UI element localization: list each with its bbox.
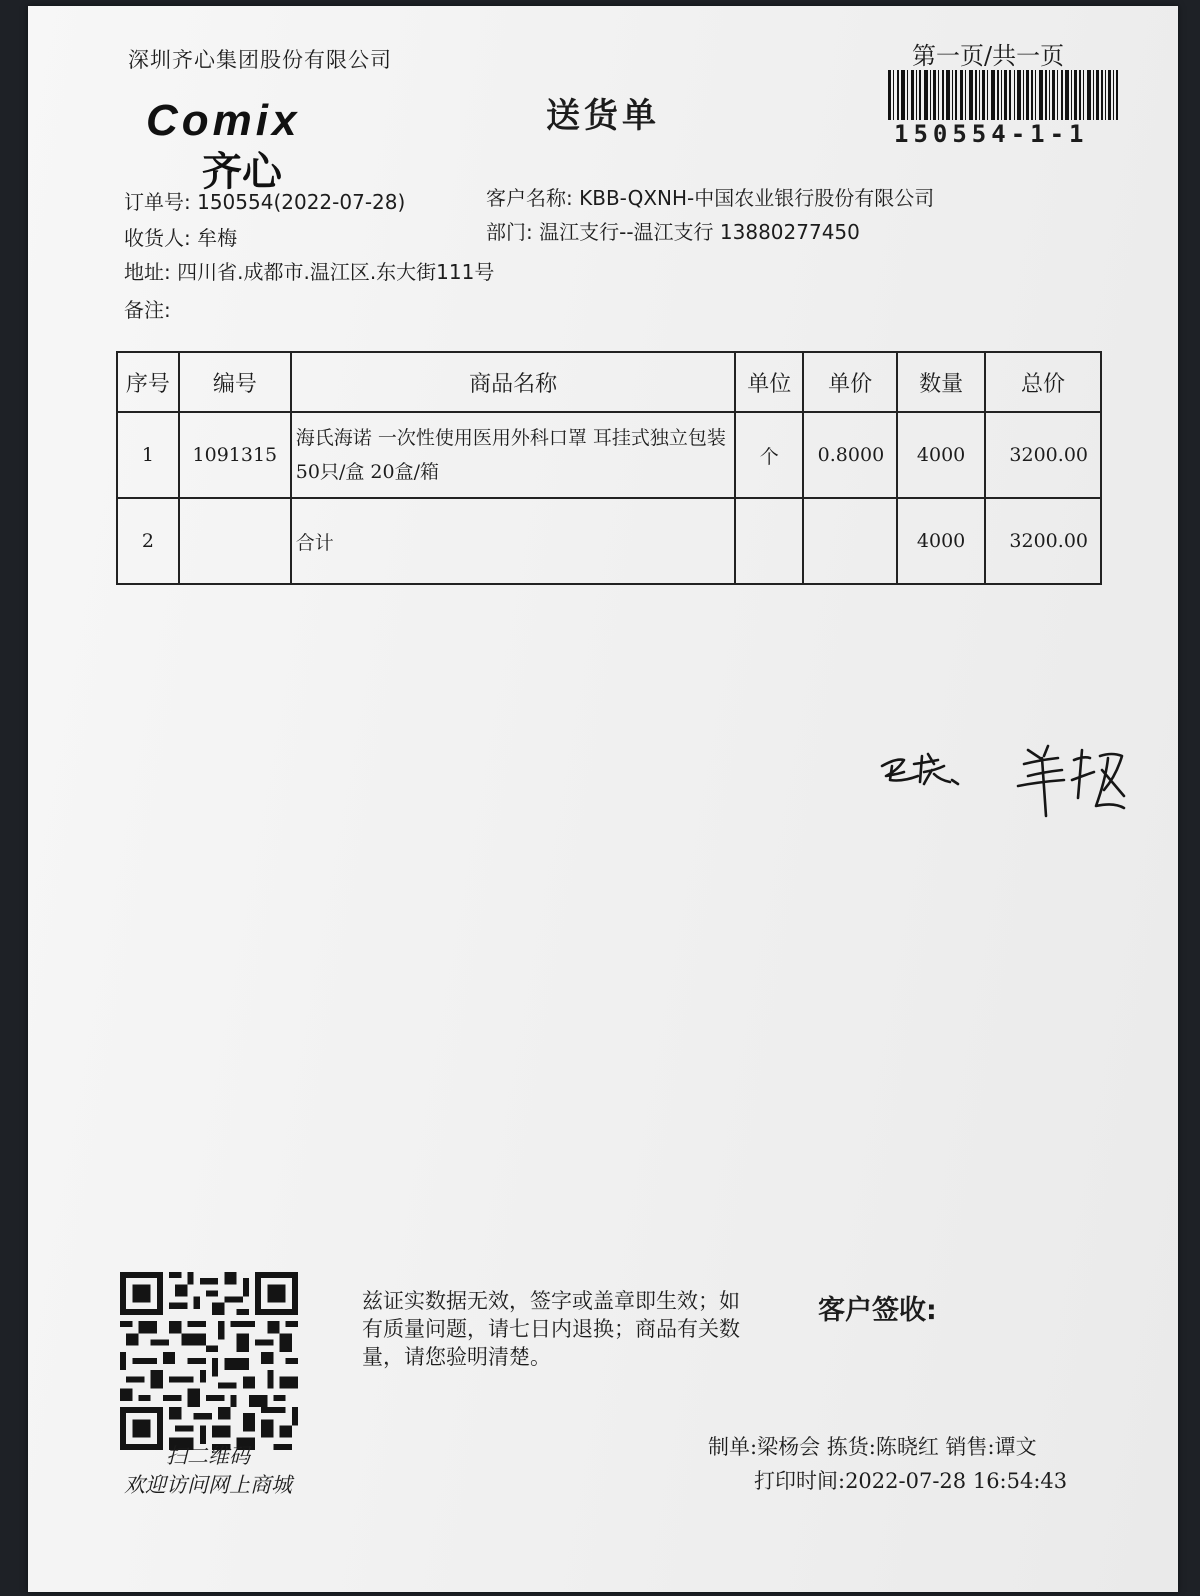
company-name: 深圳齐心集团股份有限公司: [128, 48, 392, 72]
delivery-note-paper: [28, 6, 1178, 1592]
receiver-line: [124, 222, 237, 251]
address-value: 四川省.成都市.温江区.东大街111号: [177, 260, 495, 284]
table-row: [117, 412, 1101, 498]
staff-line: 制单:梁杨会 拣货:陈晓红 销售:谭文: [708, 1435, 1041, 1459]
logo-chinese: 齐心: [202, 149, 282, 195]
print-time: 打印时间:2022-07-28 16:54:43: [754, 1469, 1068, 1493]
goods-table: [116, 351, 1102, 585]
comix-logo: [146, 96, 300, 197]
header-code: 编号: [179, 352, 291, 412]
cell-product-name: 海氏海诺 一次性使用医用外科口罩 耳挂式独立包装 50只/盒 20盒/箱: [291, 412, 736, 498]
cell-total: 3200.00: [985, 412, 1101, 498]
qr-caption-line-2: 欢迎访问网上商城: [124, 1473, 292, 1497]
logo-english: Comix: [146, 96, 301, 145]
cell-unit-price: [803, 498, 897, 584]
handwritten-signature-icon: [878, 736, 1128, 836]
table-row: [117, 498, 1101, 584]
barcode-icon: [888, 70, 1118, 120]
customer-label: 客户名称:: [486, 186, 573, 210]
cell-quantity: 4000: [897, 412, 985, 498]
receiver-value: 牟梅: [197, 226, 238, 250]
customer-sign-label: 客户签收:: [818, 1295, 937, 1326]
header-total: 总价: [985, 352, 1101, 412]
customer-line: [486, 182, 934, 211]
remark-line: [124, 294, 171, 323]
cell-total: 3200.00: [985, 498, 1101, 584]
department-value: 温江支行--温江支行 13880277450: [539, 220, 860, 244]
qr-code-icon: [120, 1272, 298, 1450]
cell-quantity: 4000: [897, 498, 985, 584]
qr-caption-line-1: 扫二维码: [166, 1444, 250, 1468]
page-indicator: 第一页/共一页: [912, 42, 1065, 70]
header-seq: 序号: [117, 352, 179, 412]
address-label: 地址:: [124, 260, 171, 284]
header-product-name: 商品名称: [291, 352, 736, 412]
header-unit-price: 单价: [803, 352, 897, 412]
department-label: 部门:: [486, 220, 533, 244]
document-title: 送货单: [546, 96, 660, 136]
department-line: [486, 216, 860, 245]
notice-text: 兹证实数据无效，签字或盖章即生效；如有质量问题，请七日内退换；商品有关数量，请您验明清楚。: [362, 1289, 740, 1369]
cell-unit-price: 0.8000: [803, 412, 897, 498]
customer-value: KBB-QXNH-中国农业银行股份有限公司: [579, 186, 935, 210]
order-number-label: 订单号:: [124, 190, 191, 214]
cell-product-name: 合计: [291, 498, 736, 584]
cell-unit: [735, 498, 803, 584]
address-line: [124, 256, 494, 285]
table-header-row: [117, 352, 1101, 412]
header-unit: 单位: [735, 352, 803, 412]
qr-caption: [98, 1442, 318, 1500]
barcode-number: 150554-1-1: [894, 120, 1089, 148]
cell-code: 1091315: [179, 412, 291, 498]
header-quantity: 数量: [897, 352, 985, 412]
order-number-value: 150554(2022-07-28): [197, 190, 406, 214]
cell-code: [179, 498, 291, 584]
remark-label: 备注:: [124, 298, 171, 322]
receiver-label: 收货人:: [124, 226, 191, 250]
cell-seq: 1: [117, 412, 179, 498]
cell-seq: 2: [117, 498, 179, 584]
order-number-line: [124, 186, 405, 215]
cell-unit: 个: [735, 412, 803, 498]
